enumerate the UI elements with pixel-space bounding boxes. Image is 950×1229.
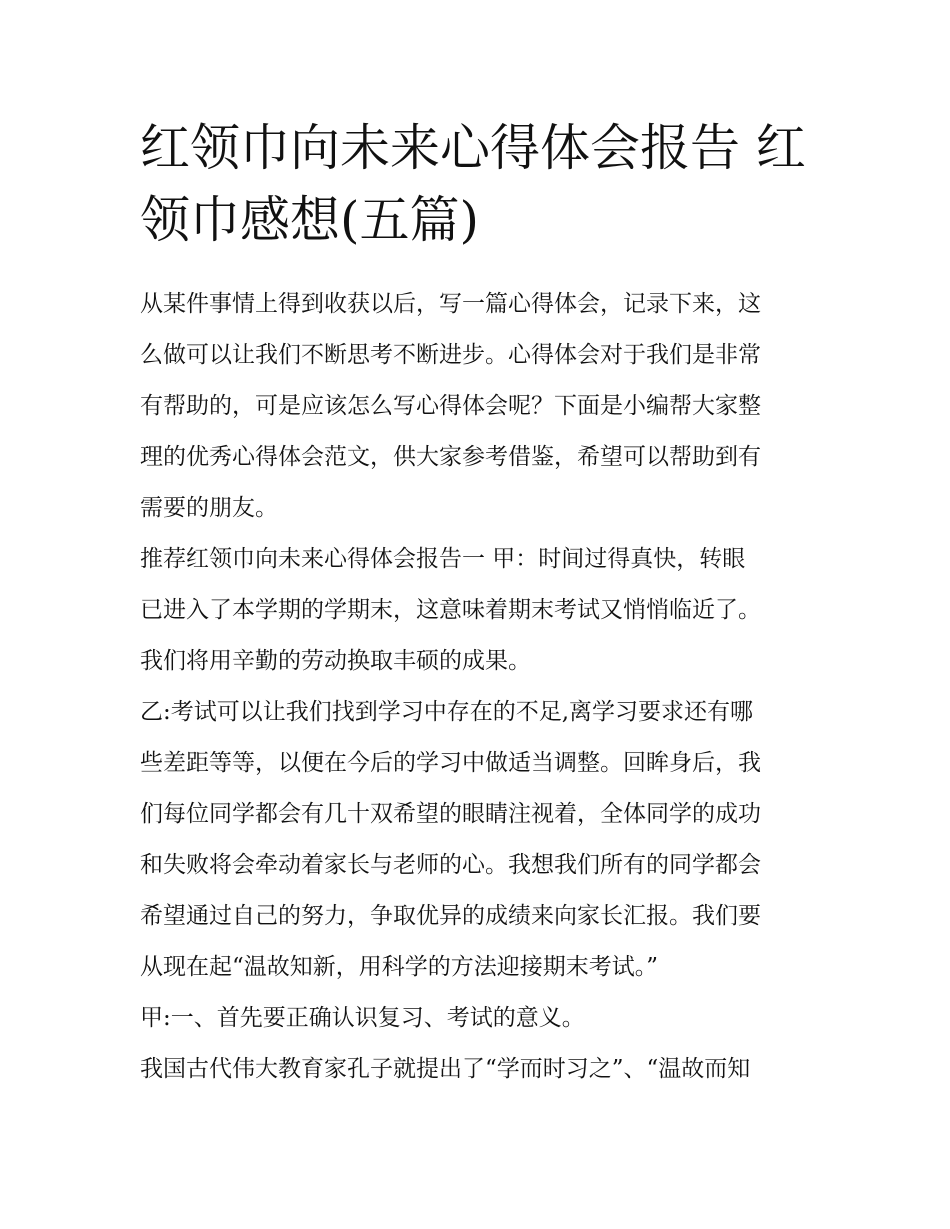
body-line-9: 乙:考试可以让我们找到学习中存在的不足,离学习要求还有哪 xyxy=(140,699,754,725)
body-line-8: 我们将用辛勤的劳动换取丰硕的成果。 xyxy=(140,648,531,674)
body-line-11: 们每位同学都会有几十双希望的眼睛注视着，全体同学的成功 xyxy=(140,801,761,827)
document-title: 红领巾向未来心得体会报告 红 领巾感想(五篇) xyxy=(140,119,806,249)
document-body xyxy=(140,279,820,1095)
body-line-12: 和失败将会牵动着家长与老师的心。我想我们所有的同学都会 xyxy=(140,852,761,878)
body-line-7: 已进入了本学期的学期末，这意味着期末考试又悄悄临近了。 xyxy=(140,597,761,623)
body-line-4: 理的优秀心得体会范文，供大家参考借鉴，希望可以帮助到有 xyxy=(140,444,761,470)
body-line-1: 从某件事情上得到收获以后，写一篇心得体会，记录下来，这 xyxy=(140,291,761,317)
body-line-13: 希望通过自己的努力，争取优异的成绩来向家长汇报。我们要 xyxy=(140,903,761,929)
body-line-6: 推荐红领巾向未来心得体会报告一 甲：时间过得真快，转眼 xyxy=(140,546,746,572)
body-line-15: 甲:一、首先要正确认识复习、考试的意义。 xyxy=(140,1005,585,1031)
body-line-16: 我国古代伟大教育家孔子就提出了“学而时习之”、“温故而知 xyxy=(140,1056,751,1082)
body-line-5: 需要的朋友。 xyxy=(140,495,278,521)
body-line-2: 么做可以让我们不断思考不断进步。心得体会对于我们是非常 xyxy=(140,342,761,368)
body-line-10: 些差距等等，以便在今后的学习中做适当调整。回眸身后，我 xyxy=(140,750,761,776)
body-line-3: 有帮助的，可是应该怎么写心得体会呢？下面是小编帮大家整 xyxy=(140,393,761,419)
body-line-14: 从现在起“温故知新，用科学的方法迎接期末考试。” xyxy=(140,954,659,980)
